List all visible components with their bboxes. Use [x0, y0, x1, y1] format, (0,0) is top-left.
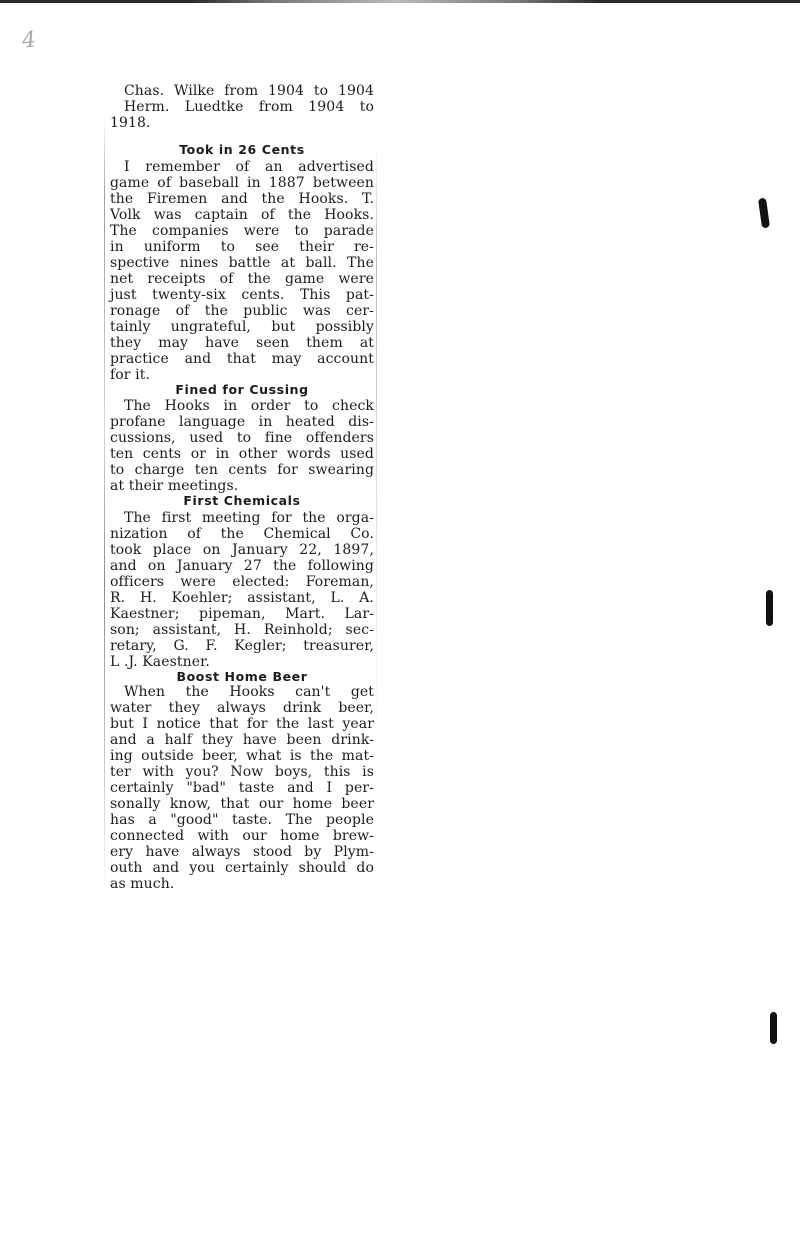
article-line: sonally know, that our home beer — [110, 796, 374, 812]
article-line: and on January 27 the following — [110, 558, 374, 574]
article-line: they may have seen them at — [110, 335, 374, 351]
binder-hole-mark-top — [758, 198, 770, 229]
article-line: spective nines battle at ball. The — [110, 255, 374, 271]
clipping-left-edge — [104, 120, 105, 890]
article-line: The companies were to parade — [110, 223, 374, 239]
page-number: 4 — [20, 27, 38, 54]
clipping-right-edge — [376, 140, 377, 760]
article-line: ery have always stood by Plym- — [110, 844, 374, 860]
article-line: game of baseball in 1887 between — [110, 175, 374, 191]
article-line: certainly "bad" taste and I per- — [110, 780, 374, 796]
binder-hole-mark-bottom — [770, 1012, 777, 1044]
article-line: and a half they have been drink- — [110, 732, 374, 748]
article-line: profane language in heated dis- — [110, 414, 374, 430]
article-line: net receipts of the game were — [110, 271, 374, 287]
intro-line: Chas. Wilke from 1904 to 1904 — [124, 83, 374, 99]
article-line: ronage of the public was cer- — [110, 303, 374, 319]
section-heading: Took in 26 Cents — [179, 142, 305, 157]
article-line: cussions, used to fine offenders — [110, 430, 374, 446]
article-line: at their meetings. — [110, 478, 239, 494]
article-line: The Hooks in order to check — [124, 398, 374, 414]
article-line: son; assistant, H. Reinhold; sec- — [110, 622, 374, 638]
section-heading: First Chemicals — [183, 493, 301, 508]
article-line: When the Hooks can't get — [124, 684, 374, 700]
section-heading: Boost Home Beer — [176, 669, 308, 684]
top-scan-edge-fade — [190, 0, 600, 3]
article-line: has a "good" taste. The people — [110, 812, 374, 828]
article-line: water they always drink beer, — [110, 700, 374, 716]
article-line: ter with you? Now boys, this is — [110, 764, 374, 780]
article-line: just twenty-six cents. This pat- — [110, 287, 374, 303]
newspaper-clipping — [104, 80, 380, 900]
binder-hole-mark-middle — [766, 590, 773, 626]
article-line: I remember of an advertised — [124, 159, 374, 175]
article-line: in uniform to see their re- — [110, 239, 374, 255]
article-line: Kaestner; pipeman, Mart. Lar- — [110, 606, 374, 622]
article-line: ing outside beer, what is the mat- — [110, 748, 374, 764]
article-line: retary, G. F. Kegler; treasurer, — [110, 638, 374, 654]
article-line: nization of the Chemical Co. — [110, 526, 374, 542]
article-line: connected with our home brew- — [110, 828, 374, 844]
article-line: The first meeting for the orga- — [124, 510, 374, 526]
article-line: the Firemen and the Hooks. T. — [110, 191, 374, 207]
article-line: took place on January 22, 1897, — [110, 542, 374, 558]
article-line: ten cents or in other words used — [110, 446, 374, 462]
article-line: officers were elected: Foreman, — [110, 574, 374, 590]
article-line: outh and you certainly should do — [110, 860, 374, 876]
article-line: practice and that may account — [110, 351, 374, 367]
article-line: for it. — [110, 367, 151, 383]
article-line: L .J. Kaestner. — [110, 654, 210, 670]
article-line: R. H. Koehler; assistant, L. A. — [110, 590, 374, 606]
article-line: Volk was captain of the Hooks. — [110, 207, 374, 223]
article-line: as much. — [110, 876, 175, 892]
article-line: but I notice that for the last year — [110, 716, 374, 732]
intro-line: 1918. — [110, 115, 151, 131]
intro-line: Herm. Luedtke from 1904 to — [124, 99, 374, 115]
section-heading: Fined for Cussing — [175, 382, 309, 397]
article-line: tainly ungrateful, but possibly — [110, 319, 374, 335]
article-line: to charge ten cents for swearing — [110, 462, 374, 478]
